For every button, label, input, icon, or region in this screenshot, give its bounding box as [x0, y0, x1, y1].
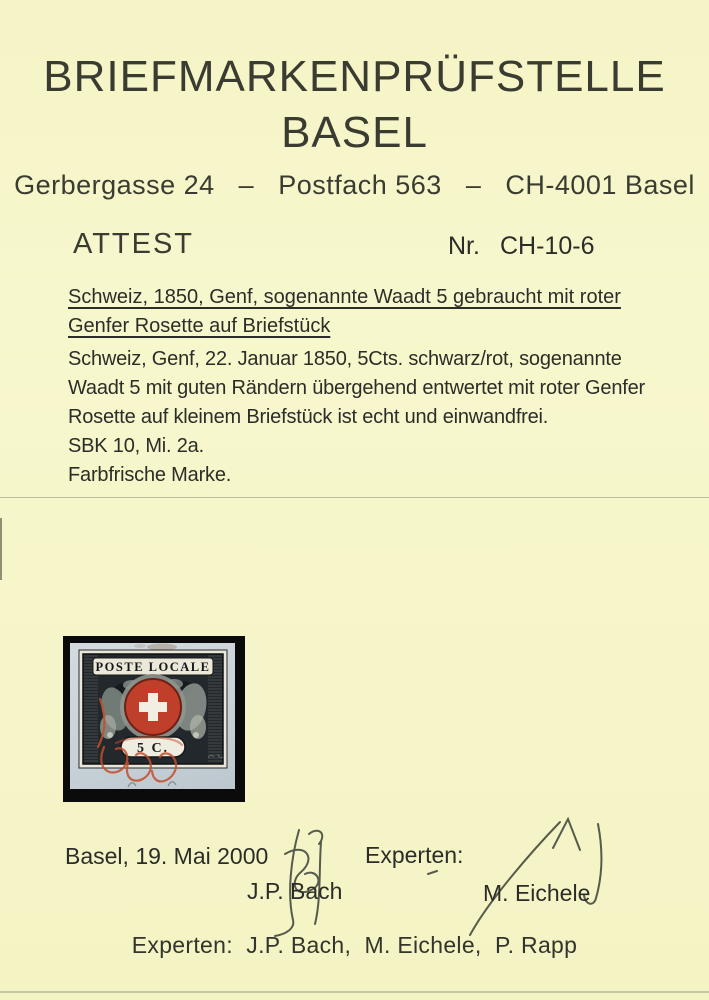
expert2-name: M. Eichele [483, 880, 591, 906]
body-line-5: Farbfrische Marke. [68, 464, 232, 486]
stamp-denomination-text: 5 C. [136, 741, 170, 756]
body-line-3: Rosette auf kleinem Briefstück ist echt und einwandfrei. [68, 406, 549, 428]
certificate-number-value: CH-10-6 [500, 232, 595, 260]
place-date: Basel, 19. Mai 2000 [65, 843, 269, 869]
certificate-number-label: Nr. [448, 232, 480, 260]
scan-bottom-edge [0, 991, 709, 993]
stamp-illustration [70, 643, 235, 789]
attest-subject [68, 283, 628, 341]
expert1-name: J.P. Bach [247, 878, 343, 904]
organization-name-line2: BASEL [281, 108, 428, 157]
organization-name-line1: BRIEFMARKENPRÜFSTELLE [43, 52, 666, 101]
attest-body [68, 345, 648, 490]
paper-fold-line [0, 497, 709, 498]
subject-line-2: Genfer Rosette auf Briefstück [68, 315, 331, 337]
body-line-2: Waadt 5 mit guten Rändern übergehend entwertet mit roter Genfer [68, 377, 645, 399]
attest-title: ATTEST [73, 228, 195, 260]
body-line-1: Schweiz, Genf, 22. Januar 1850, 5Cts. schwarz/rot, sogenannte [68, 348, 622, 370]
stamp-photo [63, 636, 245, 802]
experts-label: Experten: [365, 842, 464, 868]
body-line-4: SBK 10, Mi. 2a. [68, 435, 204, 457]
eichele-signature [425, 812, 635, 937]
organization-address: Gerbergasse 24 – Postfach 563 – CH-4001 Basel [14, 170, 695, 200]
scan-edge-artifact [0, 518, 2, 580]
stamp-banner-text: POSTE LOCALE [95, 660, 211, 674]
subject-line-1: Schweiz, 1850, Genf, sogenannte Waadt 5 gebraucht mit roter [68, 286, 621, 308]
experts-footer-line: Experten: J.P. Bach, M. Eichele, P. Rapp [131, 932, 578, 958]
